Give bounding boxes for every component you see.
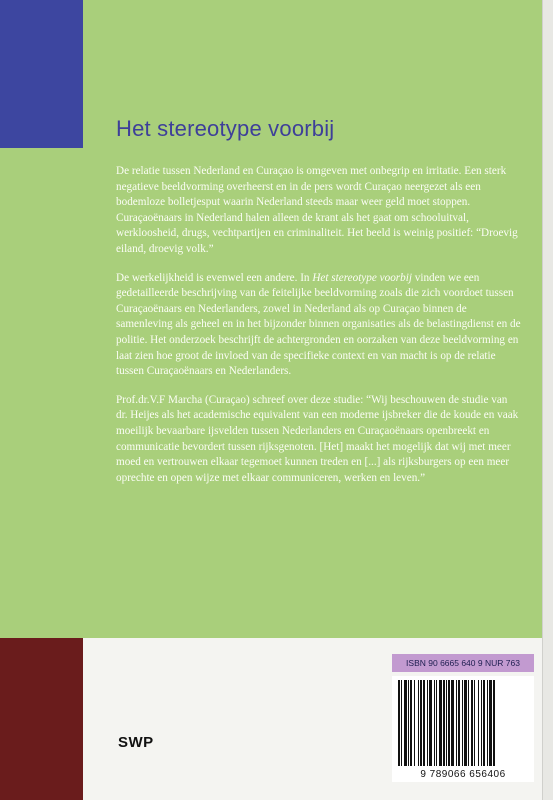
paragraph-3-text: Prof.dr.V.F Marcha (Curaçao) schreef over deze studie: “Wij beschouwen de studie van dr. Heijes als het academische equivalent van een moderne ijsbreker die de koude en vaak moeilijk bevaarbare ijsvelden tussen Nederlanders en Curaçaoënaars openbreekt en communicatie bevordert tussen rijksgenoten. [Het] maakt het mogelijk dat wij met meer moed en vertrouwen elkaar tegemoet kunnen treden en [...] als rijksburgers op een meer oprechte en open wijze met elkaar communiceren, werken en leven.” bbox=[116, 393, 519, 484]
page-edge bbox=[542, 0, 553, 800]
paragraph-1-text: De relatie tussen Nederland en Curaçao is omgeven met onbegrip en irritatie. Een sterk negatieve beeldvorming overheerst en in de pers wordt Curaçao neergezet als een bodemloze bolletjesput waarin Nederland steeds maar weer geld moet stoppen. Curaçaoënaars in Nederland halen alleen de krant als het gaat om schooluitval, werkloosheid, drugs, vechtpartijen en criminaliteit. Het beeld is weinig positief: “Droevig eiland, droevig volk.” bbox=[116, 165, 518, 255]
paragraph-2-text-start: De werkelijkheid is evenwel een andere. In bbox=[116, 271, 313, 284]
paragraph-3 bbox=[116, 393, 521, 487]
paragraph-2-italic-title: Het stereotype voorbij bbox=[312, 271, 412, 284]
publisher-logo: SWP bbox=[118, 734, 154, 751]
paragraph-2 bbox=[116, 271, 521, 380]
green-stripe bbox=[0, 148, 83, 638]
brown-stripe bbox=[0, 638, 83, 800]
barcode-bars bbox=[398, 680, 528, 766]
barcode bbox=[392, 676, 534, 782]
blurb-text bbox=[116, 164, 521, 499]
paragraph-1 bbox=[116, 164, 521, 258]
book-title: Het stereotype voorbij bbox=[116, 116, 335, 141]
barcode-digits: 9 789066 656406 bbox=[420, 769, 506, 780]
blue-stripe bbox=[0, 0, 83, 148]
paragraph-2-text-end: vinden we een gedetailleerde beschrijving van de feitelijke beeldvorming zoals die zich voordoet tussen Curaçaoënaars en Nederlanders, zowel in Nederland als op Curaçao binnen de samenleving als geheel en in het bijzonder binnen organisaties als de belastingdienst en de politie. Het onderzoek beschrijft de achtergronden en oorzaken van deze beeldvorming en laat zien hoe groot de invloed van de specifieke context en van macht is op de relatie tussen Curaçaoënaars en Nederlanders. bbox=[116, 271, 521, 378]
isbn-label: ISBN 90 6665 640 9 NUR 763 bbox=[392, 654, 534, 672]
